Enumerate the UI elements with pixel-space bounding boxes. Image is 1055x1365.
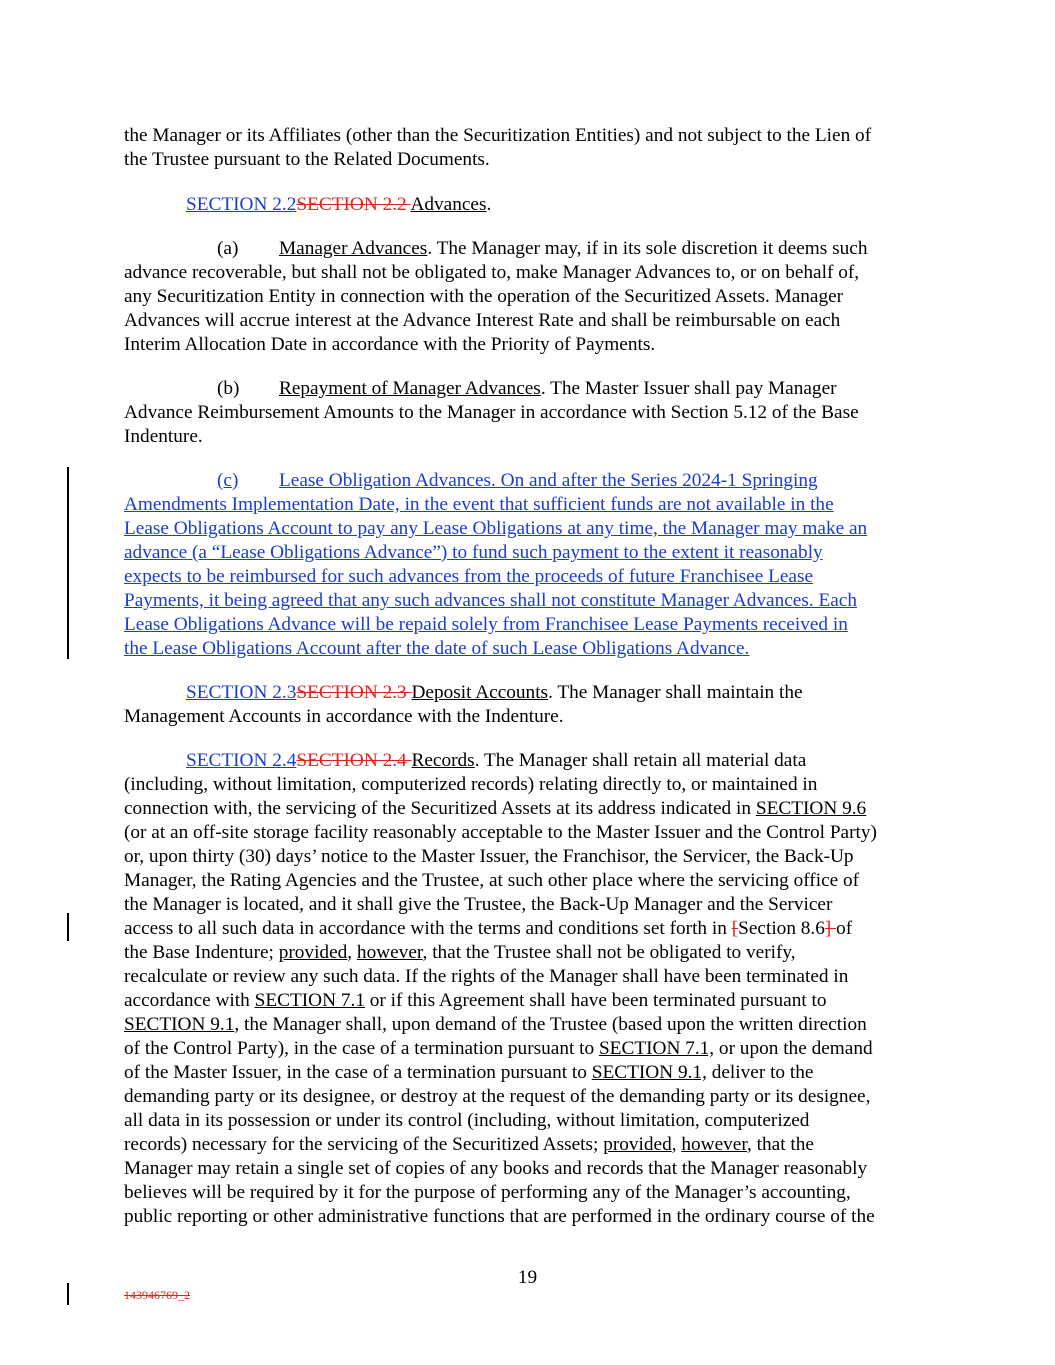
section-2-2-heading: SECTION 2.2SECTION 2.2 Advances.	[186, 194, 492, 215]
paragraph-line: SECTION 9.1, the Manager shall, upon demand of the Trustee (based upon the written direction	[124, 1014, 867, 1035]
paragraph-line: the Base Indenture; provided, however, that the Trustee shall not be obligated to verify,	[124, 942, 796, 963]
paragraph-line: records) necessary for the servicing of the Securitized Assets; provided, however, that the	[124, 1134, 814, 1155]
paragraph-line: Management Accounts in accordance with the Indenture.	[124, 706, 564, 727]
change-bar	[67, 913, 69, 941]
change-bar	[67, 1283, 69, 1305]
clause-b-label: (b)	[217, 378, 240, 399]
paragraph-line: (including, without limitation, computerized records) relating directly to, or maintained in	[124, 774, 818, 795]
cross-reference: SECTION 7.1,	[598, 1038, 715, 1059]
inserted-section-number: SECTION 2.4	[186, 750, 297, 771]
inserted-text-line: advance (a “Lease Obligations Advance”) to fund such payment to the extent it reasonably	[124, 542, 823, 563]
document-id: 143946769_2	[124, 1288, 190, 1302]
clause-title: Repayment of Manager Advances	[279, 378, 541, 399]
paragraph-line: (or at an off-site storage facility reasonably acceptable to the Master Issuer and the Control Party)	[124, 822, 877, 843]
paragraph-line: Advance Reimbursement Amounts to the Manager in accordance with Section 5.12 of the Base	[124, 402, 859, 423]
inserted-text-line: expects to be reimbursed for such advances from the proceeds of future Franchisee Lease	[124, 566, 814, 587]
section-title: Advances	[410, 194, 487, 215]
change-bar	[67, 467, 69, 659]
section-2-3-heading: SECTION 2.3SECTION 2.3 Deposit Accounts. The Manager shall maintain the	[186, 682, 803, 703]
clause-title: Manager Advances	[279, 238, 428, 259]
deleted-text: ]	[824, 918, 837, 939]
paragraph-line: access to all such data in accordance with the terms and conditions set forth in [Section 8.6] of	[124, 918, 853, 939]
clause-label: (a)	[217, 238, 239, 259]
paragraph-line: or, upon thirty (30) days’ notice to the Master Issuer, the Franchisor, the Servicer, the Back-Up	[124, 846, 854, 867]
paragraph-line: Manager, the Rating Agencies and the Trustee, at such other place where the servicing office of	[124, 870, 860, 891]
paragraph-line: of the Control Party), in the case of a termination pursuant to SECTION 7.1, or upon the demand	[124, 1038, 873, 1059]
paragraph-line: public reporting or other administrative functions that are performed in the ordinary course of the	[124, 1206, 875, 1227]
inserted-text-line: the Lease Obligations Account after the date of such Lease Obligations Advance.	[124, 638, 750, 659]
paragraph-line: the Trustee pursuant to the Related Documents.	[124, 149, 490, 170]
paragraph-line: recalculate or review any such data. If the rights of the Manager shall have been terminated in	[124, 966, 849, 987]
clause-c-label: (c)	[217, 470, 239, 491]
page-number: 19	[517, 1267, 538, 1288]
inserted-section-number: SECTION 2.3	[186, 682, 297, 703]
paragraph-line: accordance with SECTION 7.1 or if this Agreement shall have been terminated pursuant to	[124, 990, 827, 1011]
paragraph-line: the Manager is located, and it shall give the Trustee, the Back-Up Manager and the Servicer	[124, 894, 833, 915]
section-title: Records	[411, 750, 475, 771]
cross-reference: SECTION 9.1,	[591, 1062, 707, 1083]
inserted-text-line: Amendments Implementation Date, in the event that sufficient funds are not available in the	[124, 494, 834, 515]
paragraph-line: demanding party or its designee, or destroy at the request of the demanding party or its designee,	[124, 1086, 871, 1107]
paragraph-line: of the Master Issuer, in the case of a termination pursuant to SECTION 9.1, deliver to the	[124, 1062, 814, 1083]
paragraph-line: advance recoverable, but shall not be obligated to, make Manager Advances to, or on behalf of,	[124, 262, 860, 283]
paragraph-line: all data in its possession or under its control (including, without limitation, computerized	[124, 1110, 810, 1131]
paragraph-line: Interim Allocation Date in accordance with the Priority of Payments.	[124, 334, 656, 355]
deleted-section-number: SECTION 2.3	[296, 682, 412, 703]
inserted-text-line: Lease Obligations Account to pay any Lease Obligations at any time, the Manager may make an	[124, 518, 868, 539]
clause-b-line-text: Repayment of Manager Advances. The Master Issuer shall pay Manager	[279, 378, 837, 399]
inserted-text-line: Lease Obligation Advances. On and after the Series 2024-1 Springing	[279, 470, 818, 491]
deleted-text: [	[731, 918, 739, 939]
section-2-4-heading: SECTION 2.4SECTION 2.4 Records. The Manager shall retain all material data	[186, 750, 807, 771]
paragraph-line: believes will be required by it for the purpose of performing any of the Manager’s accounting,	[124, 1182, 851, 1203]
inserted-section-number: SECTION 2.2	[186, 194, 297, 215]
deleted-section-number: SECTION 2.2	[296, 194, 411, 215]
section-title: Deposit Accounts	[411, 682, 549, 703]
deleted-section-number: SECTION 2.4	[296, 750, 412, 771]
paragraph-line: Manager may retain a single set of copies of any books and records that the Manager reasonably	[124, 1158, 868, 1179]
cross-reference: SECTION 9.6	[755, 798, 867, 819]
inserted-text-line: Lease Obligations Advance will be repaid solely from Franchisee Lease Payments received in	[124, 614, 848, 635]
paragraph-line: Indenture.	[124, 426, 203, 447]
cross-reference: SECTION 9.1	[124, 1014, 235, 1035]
paragraph-line: Advances will accrue interest at the Advance Interest Rate and shall be reimbursable on each	[124, 310, 841, 331]
inserted-text-line: Payments, it being agreed that any such advances shall not constitute Manager Advances. Each	[124, 590, 857, 611]
paragraph-line: any Securitization Entity in connection with the operation of the Securitized Assets. Manager	[124, 286, 844, 307]
cross-reference: SECTION 7.1	[254, 990, 365, 1011]
paragraph-line: the Manager or its Affiliates (other than the Securitization Entities) and not subject to the Lien of	[124, 125, 872, 146]
clause-a-line-text: Manager Advances. The Manager may, if in its sole discretion it deems such	[279, 238, 868, 259]
paragraph-line: connection with, the servicing of the Securitized Assets at its address indicated in SECTION 9.6	[124, 798, 867, 819]
